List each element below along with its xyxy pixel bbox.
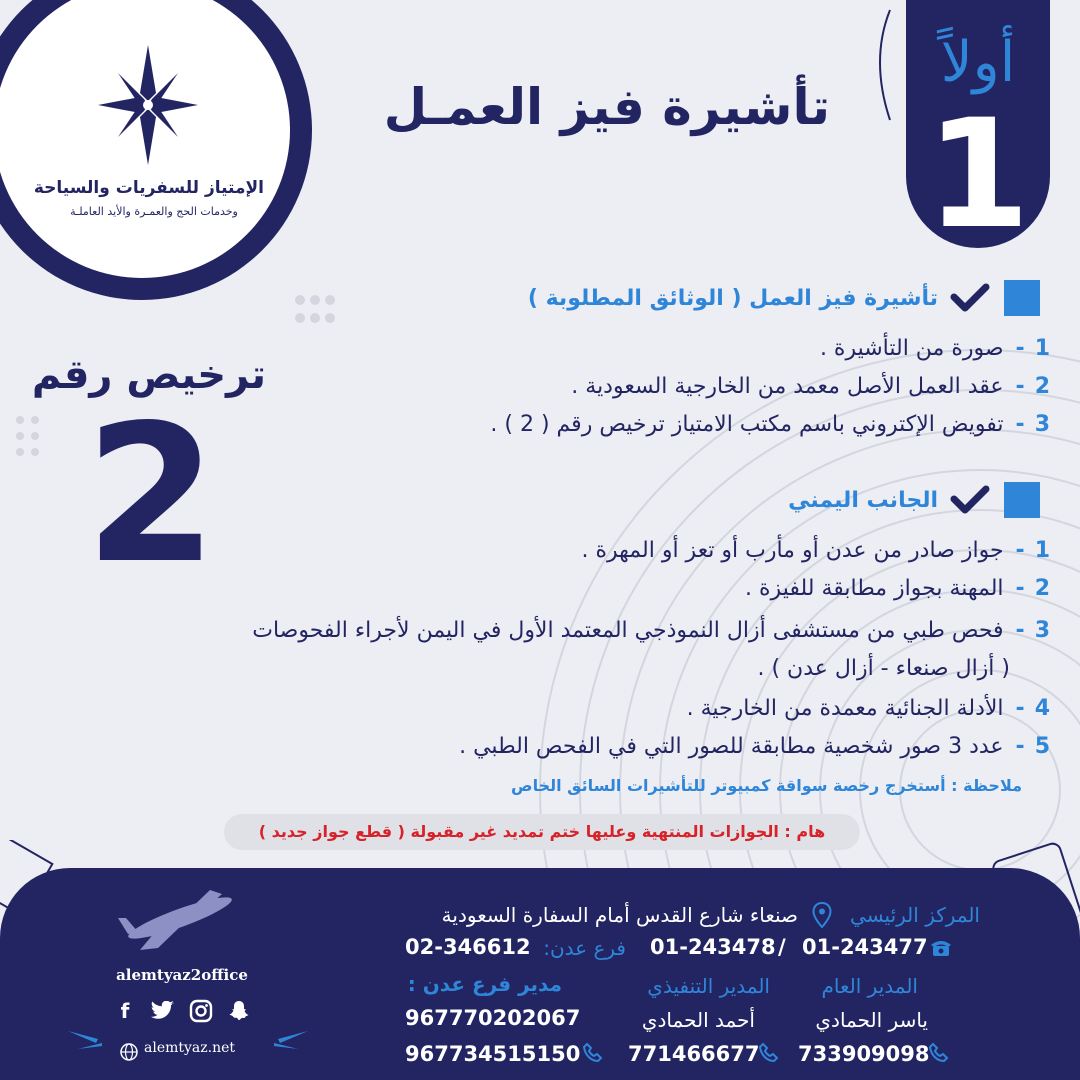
important-notice: هام : الجوازات المنتهية وعليها ختم تمديد غير مقبولة ( قطع جواز جديد ) (224, 814, 860, 850)
snapchat-icon[interactable] (226, 998, 252, 1024)
social-handle[interactable]: alemtyaz2office (116, 966, 248, 984)
section-yemeni-side (788, 480, 1040, 520)
item-number: 2 (1034, 576, 1050, 601)
list-item (820, 336, 1050, 361)
list-item (490, 412, 1050, 437)
item-dash: - (1015, 576, 1025, 601)
facebook-icon[interactable]: f (120, 999, 130, 1023)
list-item (459, 734, 1050, 759)
phone-icon (928, 1042, 950, 1064)
item-dash: - (1015, 618, 1025, 643)
item-dash: - (1015, 412, 1025, 437)
hq-label: المركز الرئيسي (850, 903, 980, 927)
first-banner (906, 0, 1050, 262)
section-marker (1004, 280, 1040, 316)
item-number: 5 (1034, 734, 1050, 759)
section-marker (1004, 482, 1040, 518)
twitter-icon[interactable] (150, 998, 176, 1024)
hq-address: صنعاء شارع القدس أمام السفارة السعودية (441, 903, 798, 927)
item-number: 1 (1034, 538, 1050, 563)
aden-manager-phone-1[interactable]: 967770202067 (405, 1006, 581, 1030)
telephone-icon (930, 938, 952, 958)
exec-title: المدير التنفيذي (647, 974, 770, 998)
note-text: ملاحظة : أستخرج رخصة سواقة كمبيوتر للتأشيرات السائق الخاص (511, 776, 1022, 795)
license-label: ترخيص رقم (31, 352, 266, 398)
hq-phone-1[interactable]: 01-243477 (802, 935, 928, 959)
website-link[interactable]: alemtyaz.net (144, 1040, 236, 1056)
page-title: تأشيرة فيز العمـل (383, 78, 830, 136)
aden-manager-phone-2[interactable]: 967734515150 (405, 1042, 581, 1066)
item-number: 2 (1034, 374, 1050, 399)
list-item (252, 618, 1050, 643)
checkmark-icon (950, 283, 990, 313)
hq-phone-2[interactable]: 01-243478 (650, 935, 776, 959)
item-number: 3 (1034, 412, 1050, 437)
company-name: الإمتياز للسفريات والسياحة (33, 178, 264, 198)
exec-name: أحمد الحمادي (641, 1008, 755, 1032)
license-number: 2 (84, 384, 218, 605)
item-number: 4 (1034, 696, 1050, 721)
item-text: صورة من التأشيرة . (819, 336, 1004, 361)
section-required-documents (528, 278, 1040, 318)
gm-phone[interactable]: 733909098 (798, 1042, 930, 1066)
item-text: المهنة بجواز مطابقة للفيزة . (745, 576, 1004, 601)
item-text: تفويض الإكتروني باسم مكتب الامتياز ترخيص رقم ( 2 ) . (490, 412, 1004, 437)
item-number: 3 (1034, 618, 1050, 643)
aden-branch-label: فرع عدن: (543, 936, 626, 960)
section-title: الجانب اليمني (788, 487, 938, 513)
phone-separator: / (778, 935, 786, 959)
phone-icon (758, 1042, 780, 1064)
instagram-icon[interactable] (188, 998, 214, 1024)
airplane-icon (110, 878, 250, 958)
exec-phone[interactable]: 771466677 (628, 1042, 760, 1066)
aden-branch-phone[interactable]: 02-346612 (405, 935, 531, 959)
list-item (687, 696, 1050, 721)
list-item-continuation (757, 656, 1010, 681)
phone-icon (582, 1042, 604, 1064)
checkmark-icon (950, 485, 990, 515)
item-number: 1 (1034, 336, 1050, 361)
item-text: فحص طبي من مستشفى أزال النموذجي المعتمد الأول في اليمن لأجراء الفحوصات (252, 618, 1004, 643)
item-dash: - (1015, 538, 1025, 563)
item-text: جواز صادر من عدن أو مأرب أو تعز أو المهرة . (581, 538, 1004, 563)
list-item (571, 374, 1050, 399)
aden-manager-title: مدير فرع عدن : (407, 972, 562, 996)
item-text: عقد العمل الأصل معمد من الخارجية السعودية . (571, 374, 1004, 399)
item-text: الأدلة الجنائية معمدة من الخارجية . (686, 696, 1004, 721)
list-item (582, 538, 1051, 563)
company-tagline: وخدمات الحج والعمـرة والأيد العاملـة (70, 205, 238, 218)
list-item (745, 576, 1050, 601)
item-dash: - (1015, 336, 1025, 361)
social-icons (112, 998, 252, 1024)
section-title: تأشيرة فيز العمل ( الوثائق المطلوبة ) (527, 285, 938, 311)
compass-star-icon (98, 45, 198, 175)
item-dash: - (1015, 734, 1025, 759)
item-text: عدد 3 صور شخصية مطابقة للصور التي في الفحص الطبي . (459, 734, 1004, 759)
item-dash: - (1015, 696, 1025, 721)
first-number: 1 (925, 88, 1031, 262)
item-dash: - (1015, 374, 1025, 399)
gm-title: المدير العام (821, 974, 918, 998)
splash-decoration (68, 1025, 308, 1055)
first-word: أولاً (940, 30, 1016, 95)
gm-name: ياسر الحمادي (815, 1008, 928, 1032)
item-text: ( أزال صنعاء - أزال عدن ) . (757, 656, 1010, 681)
location-pin-icon (812, 902, 832, 928)
